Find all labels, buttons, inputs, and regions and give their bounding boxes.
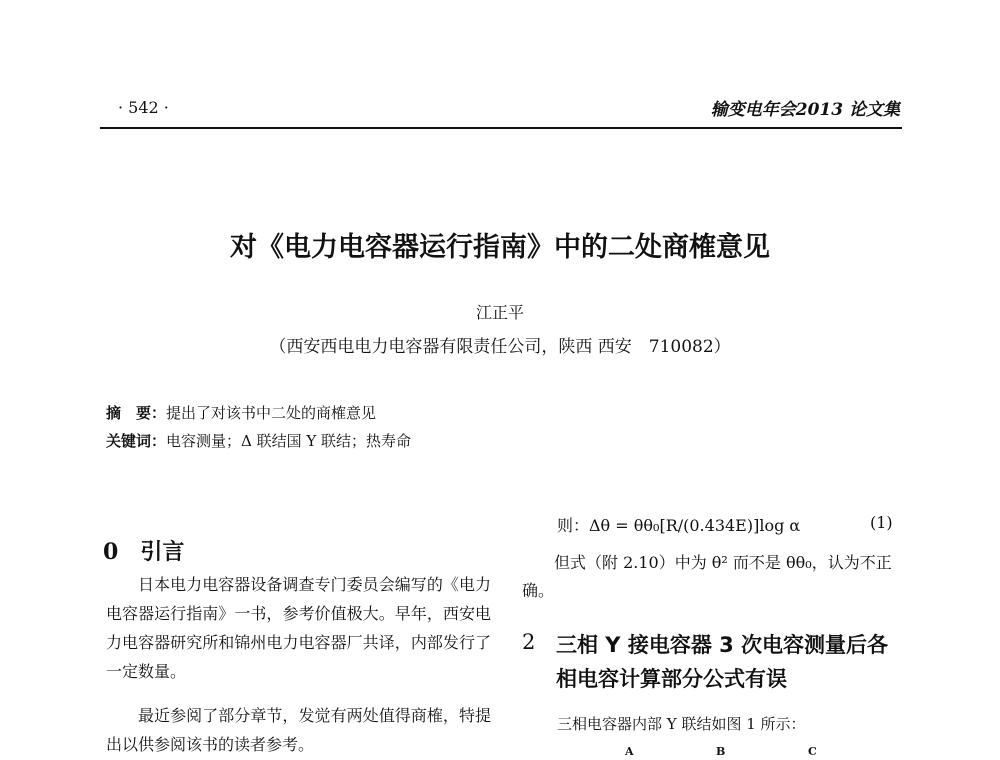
figure-label-b: B bbox=[716, 745, 726, 758]
header-rule bbox=[100, 127, 902, 129]
abstract bbox=[106, 402, 376, 423]
section-number: 0 bbox=[103, 539, 119, 565]
figure-label-c: C bbox=[808, 745, 817, 758]
keywords-label: 关键词： bbox=[106, 432, 167, 450]
keywords bbox=[106, 430, 411, 451]
affiliation: （西安西电电力电容器有限责任公司，陕西 西安 710082） bbox=[269, 337, 731, 357]
abstract-label: 摘 要： bbox=[106, 404, 167, 422]
right-paragraph: 但式（附 2.10）中为 θ² 而不是 θθ₀，认为不正确。 bbox=[522, 553, 892, 600]
figure-label-a: A bbox=[625, 745, 634, 758]
paper-title: 对《电力电容器运行指南》中的二处商榷意见 bbox=[230, 232, 770, 263]
page-number: · 542 · bbox=[118, 98, 169, 117]
section-2-number: 2 bbox=[522, 630, 536, 654]
keywords-text: 电容测量；Δ 联结国 Y 联结；热寿命 bbox=[166, 432, 412, 450]
section-0-heading bbox=[103, 535, 184, 566]
equation: 则：Δθ = θθ₀[R/(0.434E)]log α bbox=[557, 516, 801, 535]
equation-number: (1) bbox=[870, 513, 893, 532]
intro-paragraph-2: 最近参阅了部分章节，发觉有两处值得商榷，特提出以供参阅该书的读者参考。 bbox=[106, 706, 491, 754]
author: 江正平 bbox=[475, 303, 524, 322]
abstract-text: 提出了对该书中二处的商榷意见 bbox=[166, 404, 377, 422]
journal-title: 输变电年会2013 论文集 bbox=[710, 100, 900, 120]
section-2-title: 三相 Y 接电容器 3 次电容测量后各相电容计算部分公式有误 bbox=[556, 633, 889, 691]
section-title: 引言 bbox=[140, 540, 185, 565]
intro-paragraph-1: 日本电力电容器设备调查专门委员会编写的《电力电容器运行指南》一书，参考价值极大。早年，西安电力电容器研究所和锦州电力电容器厂共译，内部发行了一定数量。 bbox=[106, 575, 491, 681]
section-2-intro: 三相电容器内部 Y 联结如图 1 所示： bbox=[557, 715, 806, 733]
